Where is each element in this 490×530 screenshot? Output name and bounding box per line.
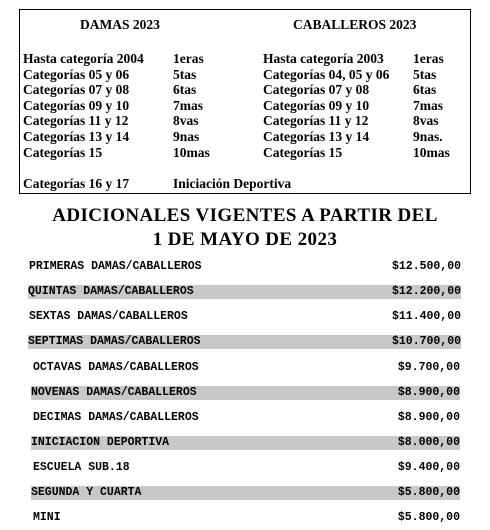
categories-box bbox=[19, 9, 471, 194]
damas-category: Categorías 15 bbox=[23, 144, 103, 160]
fee-label: DECIMAS DAMAS/CABALLEROS bbox=[33, 411, 199, 424]
fee-row bbox=[28, 335, 461, 349]
fee-label: SEGUNDA Y CUARTA bbox=[31, 486, 142, 499]
fee-amount: $12.200,00 bbox=[391, 285, 461, 298]
extra-division: Iniciación Deportiva bbox=[173, 176, 292, 191]
fee-amount: $9.700,00 bbox=[397, 361, 460, 374]
caballeros-category: Categorías 09 y 10 bbox=[263, 97, 370, 113]
caballeros-division: 1eras bbox=[413, 51, 444, 66]
caballeros-categories-column bbox=[263, 51, 389, 160]
title-line-1: ADICIONALES VIGENTES A PARTIR DEL bbox=[52, 205, 438, 226]
damas-category: Categorías 09 y 10 bbox=[23, 97, 130, 113]
fee-label: ESCUELA SUB.18 bbox=[33, 461, 130, 474]
damas-category: Hasta categoría 2004 bbox=[23, 51, 144, 66]
fee-amount: $8.900,00 bbox=[397, 411, 460, 424]
fee-amount: $5.800,00 bbox=[397, 486, 460, 499]
fee-amount: $11.400,00 bbox=[391, 310, 461, 323]
caballeros-division: 8vas bbox=[413, 113, 439, 129]
fee-label: INICIACION DEPORTIVA bbox=[31, 436, 170, 449]
extra-category: Categorías 16 y 17 bbox=[23, 176, 130, 191]
damas-division: 5tas bbox=[173, 66, 197, 82]
caballeros-header: CABALLEROS 2023 bbox=[293, 17, 417, 32]
fee-label: NOVENAS DAMAS/CABALLEROS bbox=[31, 386, 197, 399]
fee-row bbox=[33, 411, 460, 425]
fee-amount: $12.500,00 bbox=[391, 260, 461, 273]
fee-row bbox=[29, 310, 461, 324]
fee-label: OCTAVAS DAMAS/CABALLEROS bbox=[33, 361, 199, 374]
fee-label: SEPTIMAS DAMAS/CABALLEROS bbox=[28, 335, 201, 348]
fee-amount: $8.000,00 bbox=[397, 436, 460, 449]
fee-amount: $8.900,00 bbox=[397, 386, 460, 399]
damas-category: Categorías 11 y 12 bbox=[23, 113, 129, 129]
caballeros-division: 10mas bbox=[413, 144, 450, 160]
fee-amount: $9.400,00 bbox=[397, 461, 460, 474]
damas-division: 6tas bbox=[173, 82, 197, 98]
title-line-2: 1 DE MAYO DE 2023 bbox=[152, 229, 338, 250]
fee-row bbox=[31, 486, 460, 500]
damas-division: 9nas bbox=[173, 128, 200, 144]
damas-categories-column bbox=[23, 51, 144, 160]
fee-row bbox=[31, 386, 460, 400]
damas-category: Categorías 13 y 14 bbox=[23, 128, 130, 144]
caballeros-category: Categorías 07 y 08 bbox=[263, 82, 370, 98]
fee-row bbox=[31, 436, 460, 450]
caballeros-category: Hasta categoría 2003 bbox=[263, 51, 384, 66]
fee-label: PRIMERAS DAMAS/CABALLEROS bbox=[29, 260, 202, 273]
fee-amount: $10.700,00 bbox=[391, 335, 461, 348]
fee-row bbox=[33, 511, 460, 525]
damas-category: Categorías 07 y 08 bbox=[23, 82, 130, 98]
damas-division-column bbox=[173, 51, 210, 160]
damas-category: Categorías 05 y 06 bbox=[23, 66, 130, 82]
caballeros-category: Categorías 15 bbox=[263, 144, 343, 160]
caballeros-division: 5tas bbox=[413, 66, 437, 82]
damas-division: 8vas bbox=[173, 113, 199, 129]
fee-row bbox=[33, 361, 460, 375]
caballeros-category: Categorías 04, 05 y 06 bbox=[263, 66, 390, 82]
caballeros-category: Categorías 11 y 12 bbox=[263, 113, 369, 129]
caballeros-division: 6tas bbox=[413, 82, 437, 98]
damas-division: 10mas bbox=[173, 144, 210, 160]
fee-amount: $5.800,00 bbox=[397, 511, 460, 524]
caballeros-division: 9nas. bbox=[413, 128, 443, 144]
caballeros-division: 7mas bbox=[413, 97, 443, 113]
caballeros-division-column bbox=[413, 51, 450, 160]
damas-header: DAMAS 2023 bbox=[80, 17, 160, 32]
fee-label: SEXTAS DAMAS/CABALLEROS bbox=[29, 310, 188, 323]
caballeros-category: Categorías 13 y 14 bbox=[263, 128, 370, 144]
fee-label: QUINTAS DAMAS/CABALLEROS bbox=[28, 285, 194, 298]
fee-row bbox=[28, 285, 461, 299]
fee-row bbox=[33, 461, 460, 475]
fee-row bbox=[29, 260, 461, 274]
damas-division: 7mas bbox=[173, 97, 203, 113]
fee-label: MINI bbox=[33, 511, 61, 524]
damas-division: 1eras bbox=[173, 51, 204, 66]
